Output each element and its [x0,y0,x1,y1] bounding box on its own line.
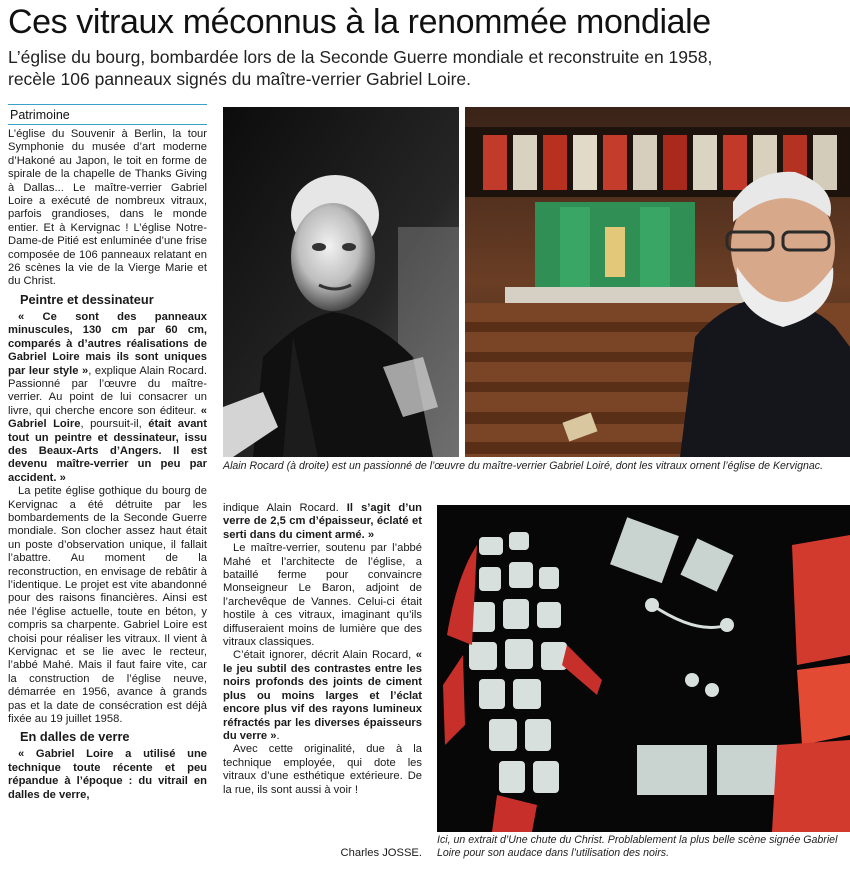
dalles-text: indique Alain Rocard. [223,502,347,514]
quote-paragraph-2-cont [223,502,422,542]
subhead-peintre: Peintre et dessinateur [20,291,154,307]
quote-bold-b: « Gabriel Loire [8,404,207,431]
portrait-photo [223,107,459,457]
standfirst-line-2: recèle 106 panneaux signés du maître-verrier Gabriel Loire. [8,69,472,89]
portrait-illustration [223,107,459,457]
quote-bold-a: « Ce sont des panneaux minuscules, 130 cm par 60 cm, comparés à d’autres réalisations de Gabriel Loire mais ils sont uniques par leur style » [8,310,207,377]
stained-glass-photo [437,505,850,832]
intro-paragraph: L’église du Souvenir à Berlin, la tour Symphonie du musée d’art moderne d’Hakoné au Japon, le toit en forme de spirale de la chapelle de Thanks Giving à Dallas... Le maître-verrier Gabriel Loire a exécuté de nombreux vitraux, parfois grandioses, dans le monde entier. Et à Kervignac ! L’église Notre-Dame-de Pitié est enluminée d’une frise composée de 106 panneaux relatant en 26 scènes la vie de la Vierge Marie et du Christ. [8,128,207,288]
rubric-label: Patrimoine [10,108,70,122]
quote-text-b: , poursuit-il, [80,418,149,431]
article-column-1 [8,128,207,802]
subhead-dalles: En dalles de verre [20,729,130,745]
quote-text-a: , explique Alain Rocard. Passionné par l’œuvre du maître-verrier. Au point de lui consacrer un livre, qui cherche encore son éditeur. [8,364,207,417]
article-column-2 [223,502,422,797]
contrast-bold: « le jeu subtil des contrastes entre les noirs profonds des joints de ciment plus ou moins larges et l’éclat encore plus vif des rayons lumineux réfractés par les diverses épaisseurs du verre » [223,649,422,742]
rubric-rule-top [8,104,207,105]
originality-paragraph: Avec cette originalité, due à la technique employée, qui dote les vitraux d’une esthétique extérieure. De la rue, ils sont aussi à voir ! [223,743,422,796]
dalles-bold-b: Il s’agit d’un verre de 2,5 cm d’épaisseur, éclaté et serti dans du ciment armé. » [223,502,422,541]
church-interior-photo [465,107,850,457]
quote-paragraph-1 [8,311,207,485]
standfirst-line-1: L’église du bourg, bombardée lors de la Seconde Guerre mondiale et reconstruite en 1958, [8,47,713,67]
contrast-text: C’était ignorer, décrit Alain Rocard, [233,649,416,662]
church-interior-illustration [465,107,850,457]
quote-bold-c: était avant tout un peintre et dessinateur, issu des Beaux-Arts d’Angers. Il est devenu maître-verrier un peu par accident. » [8,418,207,484]
stained-glass-caption: Ici, un extrait d’Une chute du Christ. Problablement la plus belle scène signée Gabriel Loire pour son audace dans l’utilisation des noirs. [437,834,838,859]
quote-paragraph-2-start [8,748,207,802]
mahe-paragraph: Le maître-verrier, soutenu par l’abbé Mahé et l’architecte de l’église, a bataillé ferme pour convaincre Monseigneur Le Baron, adjoint de l’archevêque de Vannes. Celui-ci était hostile à ces vitraux, imaginant qu’ils diffuseraient moins de lumière que des vitraux classiques. [223,542,422,649]
headline: Ces vitraux méconnus à la renommée mondiale [8,3,711,41]
stained-glass-illustration [437,505,850,832]
dalles-bold: « Gabriel Loire a utilisé une technique toute récente et peu répandue à l’époque : du vitrail en dalles de verre, [8,748,207,801]
standfirst [8,46,844,90]
byline-signature: Charles JOSSE. [340,847,422,859]
contrast-end: . [276,729,280,742]
contrast-paragraph [223,649,422,743]
history-paragraph: La petite église gothique du bourg de Kervignac a été détruite par les bombardements de la Seconde Guerre mondiale. Son clocher assez haut était un poste d’observation unique, il fallait l’abattre. Au moment de la reconstruction, en envisage de rebâtir à l’identique. Le projet est vite abandonné pour des raisons financières. Ainsi est née l’église actuelle, toute en béton, y compris sa charpente. Gabriel Loire est choisi pour réaliser les vitraux. Il vient à Kervignac et se lie avec le recteur, l’abbé Mahé. Mais il faut faire vite, car la construction de l’église neuve, démarrée en 1956, avance à grands pas et la date de consécration est déjà fixée au 19 juillet 1958. [8,485,207,726]
rubric-rule-bottom [8,124,207,125]
portrait-caption: Alain Rocard (à droite) est un passionné de l’œuvre du maître-verrier Gabriel Loiré, dont les vitraux ornent l’église de Kervignac. [223,460,824,472]
